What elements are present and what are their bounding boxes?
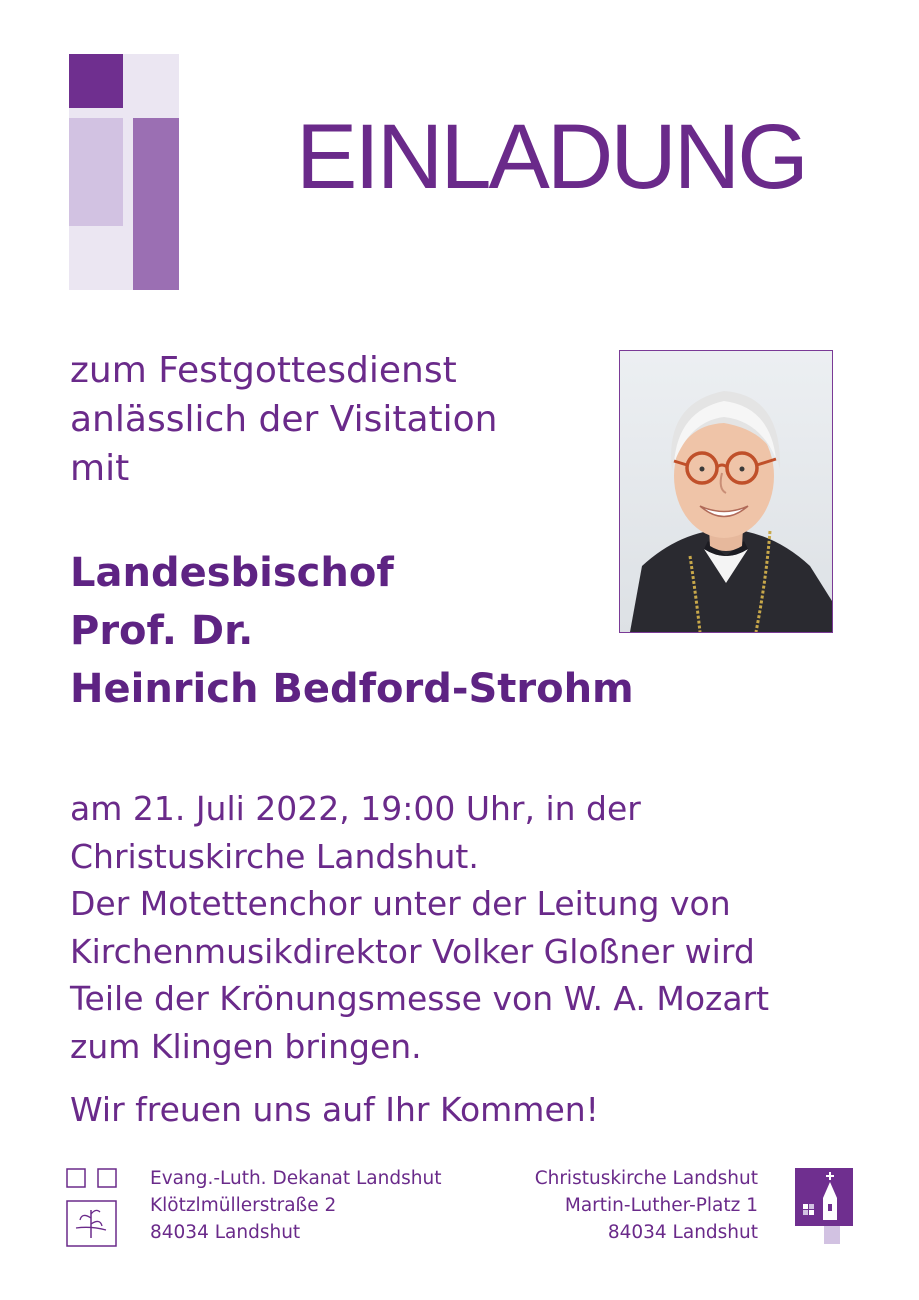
logo-block-mid xyxy=(133,118,179,290)
address-line: Klötzlmüllerstraße 2 xyxy=(150,1195,337,1216)
address-line: 84034 Landshut xyxy=(150,1222,301,1243)
detail-line: Der Motettenchor unter der Leitung von xyxy=(70,884,731,924)
church-logo-icon xyxy=(795,1168,853,1244)
guest-degree-line: Prof. Dr. xyxy=(70,608,254,654)
dekanat-logo-icon xyxy=(66,1168,118,1248)
guest-name xyxy=(70,544,710,718)
church-address xyxy=(535,1165,758,1246)
address-line: Martin-Luther-Platz 1 xyxy=(564,1195,758,1216)
detail-line: zum Klingen bringen. xyxy=(70,1026,422,1066)
detail-line: Teile der Krönungsmesse von W. A. Mozart xyxy=(70,979,770,1019)
guest-title-line: Landesbischof xyxy=(70,550,394,596)
logo-block-light xyxy=(69,118,123,226)
intro-line: mit xyxy=(70,448,130,489)
logo-block-dark xyxy=(69,54,123,108)
address-line: Evang.-Luth. Dekanat Landshut xyxy=(150,1168,442,1189)
guest-name-line: Heinrich Bedford-Strohm xyxy=(70,666,634,712)
dekanat-address xyxy=(150,1165,441,1246)
intro-text xyxy=(70,346,590,493)
detail-line: am 21. Juli 2022, 19:00 Uhr, in der xyxy=(70,789,641,828)
address-line: 84034 Landshut xyxy=(607,1222,758,1243)
detail-line: Christuskirche Landshut. xyxy=(70,836,479,876)
address-line: Christuskirche Landshut xyxy=(534,1168,758,1189)
intro-line: zum Festgottesdienst xyxy=(70,350,457,391)
intro-line: anlässlich der Visitation xyxy=(70,399,498,440)
page-title: EINLADUNG xyxy=(296,106,806,208)
detail-line: Kirchenmusikdirektor Volker Gloßner wird xyxy=(70,931,755,971)
event-details xyxy=(70,785,870,1071)
closing-line: Wir freuen uns auf Ihr Kommen! xyxy=(70,1090,599,1129)
